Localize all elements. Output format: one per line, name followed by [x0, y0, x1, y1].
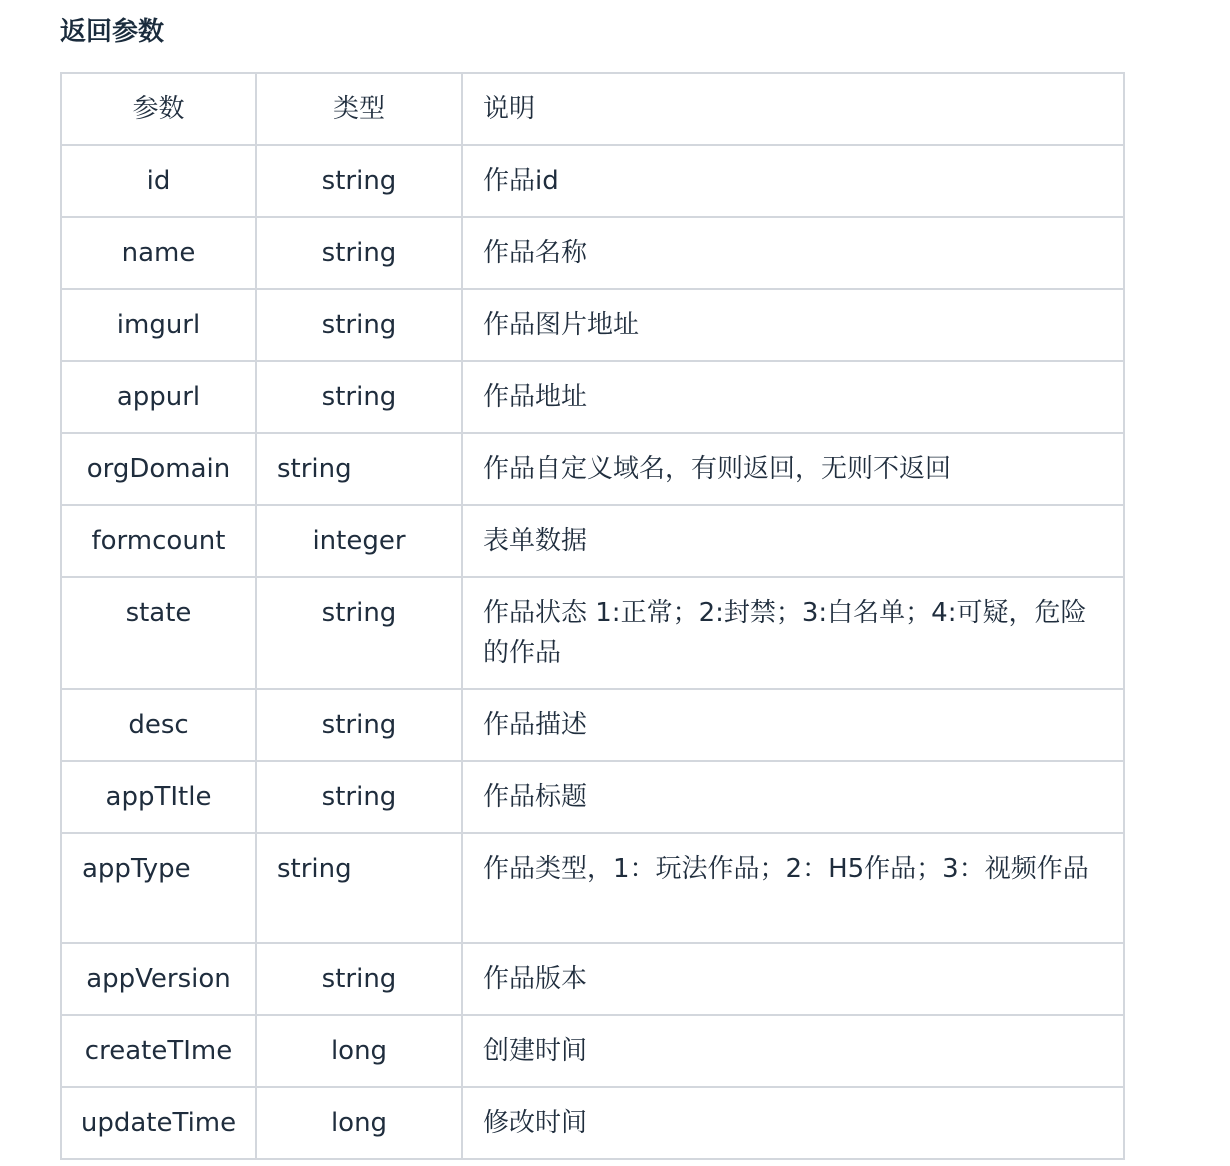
param-type-cell: string [256, 217, 462, 289]
table-row [61, 689, 1124, 761]
param-type-cell: long [256, 1015, 462, 1087]
param-desc-cell: 创建时间 [462, 1015, 1124, 1087]
param-desc-cell: 修改时间 [462, 1087, 1124, 1159]
param-type-cell: string [256, 361, 462, 433]
param-type-cell: string [256, 689, 462, 761]
param-desc-cell: 作品描述 [462, 689, 1124, 761]
table-row [61, 505, 1124, 577]
param-name-cell: formcount [61, 505, 256, 577]
header-param: 参数 [61, 73, 256, 145]
param-name-cell: desc [61, 689, 256, 761]
param-type-cell: integer [256, 505, 462, 577]
table-row [61, 943, 1124, 1015]
param-type-cell: string [256, 833, 462, 943]
return-params-table [60, 72, 1125, 1160]
param-type-cell: string [256, 577, 462, 689]
param-type-cell: string [256, 943, 462, 1015]
table-row [61, 289, 1124, 361]
param-desc-cell: 作品状态 1:正常；2:封禁；3:白名单；4:可疑，危险的作品 [462, 577, 1124, 689]
table-row [61, 577, 1124, 689]
param-desc-cell: 作品自定义域名，有则返回，无则不返回 [462, 433, 1124, 505]
param-name-cell: appTItle [61, 761, 256, 833]
param-desc-cell: 作品id [462, 145, 1124, 217]
param-type-cell: string [256, 761, 462, 833]
param-type-cell: string [256, 289, 462, 361]
table-row [61, 1087, 1124, 1159]
param-desc-cell: 作品标题 [462, 761, 1124, 833]
table-row [61, 833, 1124, 943]
header-description: 说明 [462, 73, 1124, 145]
param-name-cell: orgDomain [61, 433, 256, 505]
table-row [61, 361, 1124, 433]
table-row [61, 1015, 1124, 1087]
param-type-cell: string [256, 433, 462, 505]
param-desc-cell: 作品地址 [462, 361, 1124, 433]
param-name-cell: appVersion [61, 943, 256, 1015]
section-title: 返回参数 [60, 17, 165, 47]
param-name-cell: name [61, 217, 256, 289]
param-name-cell: updateTime [61, 1087, 256, 1159]
header-type: 类型 [256, 73, 462, 145]
param-name-cell: id [61, 145, 256, 217]
param-desc-cell: 作品类型，1：玩法作品；2：H5作品；3：视频作品 [462, 833, 1124, 943]
param-desc-cell: 作品版本 [462, 943, 1124, 1015]
param-name-cell: appType [61, 833, 256, 943]
param-type-cell: string [256, 145, 462, 217]
param-type-cell: long [256, 1087, 462, 1159]
table-row [61, 145, 1124, 217]
param-name-cell: createTIme [61, 1015, 256, 1087]
param-name-cell: state [61, 577, 256, 689]
param-desc-cell: 作品名称 [462, 217, 1124, 289]
table-row [61, 433, 1124, 505]
table-row [61, 761, 1124, 833]
param-name-cell: appurl [61, 361, 256, 433]
param-name-cell: imgurl [61, 289, 256, 361]
param-desc-cell: 作品图片地址 [462, 289, 1124, 361]
table-header-row [61, 73, 1124, 145]
table-row [61, 217, 1124, 289]
param-desc-cell: 表单数据 [462, 505, 1124, 577]
